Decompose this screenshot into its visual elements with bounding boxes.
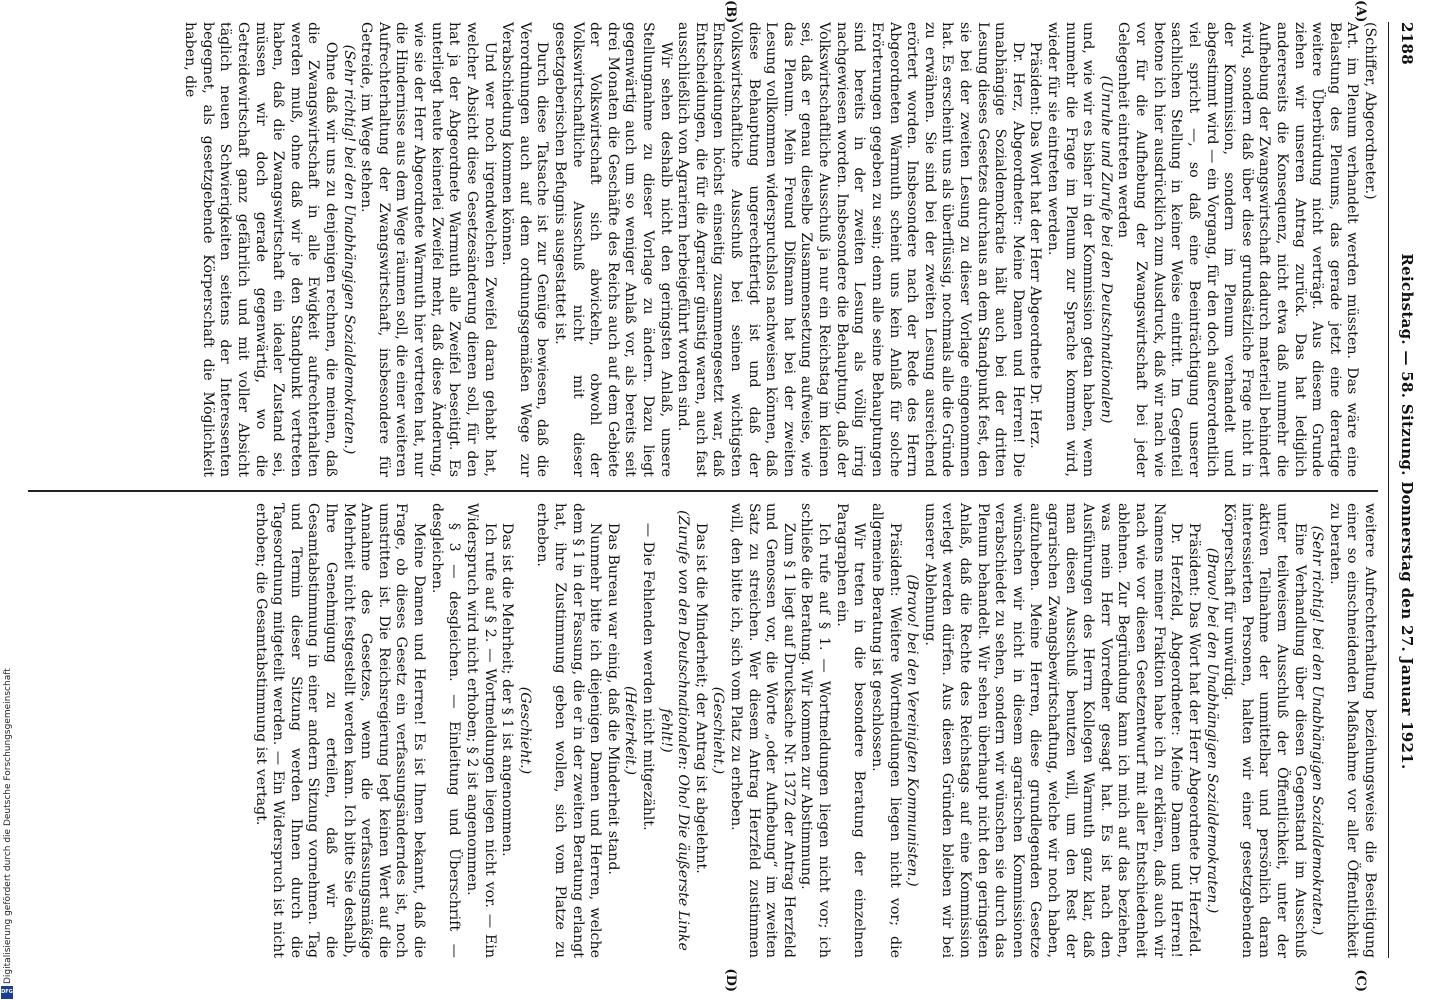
interjection: (Bravo! bei den Vereinigten Kommunisten.): [904, 574, 921, 887]
paragraph: Wir sehen deshalb nicht den geringsten Anlaß, unsere Stellungnahme zu dieser Vorlage zu ändern. Dazu liegt gegenwärtig auch um so weniger Anlaß vor, als bereits seit drei Monaten die Geschäfte des Reichs auch auf dem Gebiete der Volkswirtschaft sich abwickeln, obwohl der Volkswirtschaftliche Ausschuß nicht mit dieser gesetzgeberischen Befugnis ausgestattet ist.: [551, 22, 674, 477]
page-header: [1388, 22, 1416, 958]
president-statement: Präsident: Das Wort hat der Herr Abgeordnete Dr. Herz.: [1027, 41, 1044, 449]
president-statement: Präsident: Weitere Wortmeldungen liegen nicht vor; die allgemeine Beratung ist geschlossen.: [868, 503, 903, 958]
margin-marker-a: (A): [1353, 0, 1368, 23]
paragraph: weitere Aufrechterhaltung beziehungsweise die Beseitigung einer so einschneidenden Maßnahme vor aller Öffentlichkeit zu beraten.: [1326, 503, 1378, 958]
interjection: (Bravo! bei den Unabhängigen Sozialdemokraten.): [1203, 547, 1220, 914]
interjection: (Geschieht.): [516, 686, 533, 775]
paragraph: Ohne daß wir uns zu denjenigen rechnen, die meinen, daß die Zwangswirtschaft in alle Ewigkeit aufrechterhalten werden muß, ohne daß wir je den Standpunkt vertreten haben, daß die Zwangswirtschaft ein idealer Zustand sei, müssen wir doch gerade gegenwärtig, wo die Getreidewirtschaft ganz gefährlich und mit voller Absicht täglich neuen Schwierigkeiten seitens der Interessenten begegnet, als gesetzgebende Körperschaft die Möglichkeit haben, die: [182, 22, 340, 477]
paragraph: § 3 — desgleichen. — Einleitung und Überschrift — desgleichen.: [428, 503, 463, 958]
speaker-continuation: (Schiffer, Abgeordneter.): [1362, 22, 1378, 200]
paragraph: Ich rufe auf § 1. — Wortmeldungen liegen nicht vor; ich schließe die Beratung. Wir kommen zur Abstimmung.: [798, 503, 833, 958]
page-number: 2188: [1398, 22, 1416, 65]
paragraph: Dr. Herzfeld, Abgeordneter: Meine Damen und Herren! Namens meiner Fraktion habe ich zu erklären, daß auch wir nach wie vor diesen Gesetzentwurf mit aller Entschiedenheit ablehnen. Zur Begründung kann ich mich auf das beziehen, was mein Herr Vorredner gesagt hat. Es ist nach den Ausführungen des Herrn Kollegen Warmuth ganz klar, daß man diesen Ausschuß benutzen will, um den Rest der agrarischen Zwangsbewirtschaftung, welche wir noch haben, aufzuheben. Meine Herren, diese grundlegenden Gesetze wünschen wir nicht in diesem agrarischen Kommissionen verabschiedet zu sehen, sondern wir wünschen sie durch das Plenum behandelt. Wir sehen überhaupt nicht den geringsten Anlaß, daß die Rechte des Reichstags auf eine Kommission verlegt werden dürfen. Aus diesen Gründen bleiben wir bei unserer Ablehnung.: [921, 503, 1185, 958]
paragraph: Das ist die Mehrheit; der § 1 ist angenommen.: [499, 522, 516, 857]
left-column: [28, 0, 1378, 477]
paragraph: und, wie wir es bisher in der Kommission getan haben, wenn nunmehr die Frage im Plenum zur Sprache kommen wird, wieder für sie eintreten werden.: [1045, 22, 1097, 477]
column-divider: [28, 490, 1378, 492]
paragraph: Ich rufe auf § 2. — Wortmeldungen liegen nicht vor. — Ein Widerspruch wird nicht erhoben; § 2 ist angenommen.: [463, 503, 498, 958]
paragraph: Dr. Herz, Abgeordneter: Meine Damen und Herren! Die unabhängige Sozialdemokratie hält auch bei der dritten Lesung dieses Gesetzes durchaus an dem Standpunkt fest, den sie bei der zweiten Lesung zu dieser Vorlage eingenommen hat. Es erscheint uns als überflüssig, nochmals alle die Gründe zu erwähnen. Sie sind bei der zweiten Lesung ausreichend erörtert worden. Insbesondere nach der Rede des Herrn Abgeordneten Warmuth scheint uns kein Anlaß für solche Erörterungen gegeben zu sein; denn alle seine Behauptungen sind bereits in der zweiten Lesung als völlig irrig nachgewiesen worden. Insbesondere die Behauptung, daß der Volkswirtschaftliche Ausschuß ja nur ein Reichstag im kleinen sei, daß er genau dieselbe Zusammensetzung aufweise, wie das Plenum. Mein Freund Dißmann hat bei der zweiten Lesung vollkommen widerspruchslos nachweisen können, daß diese Behauptung ungerechtfertigt ist und daß der Volkswirtschaftliche Ausschuß bei seinen wichtigsten Entscheidungen höchst einseitig zusammengesetzt war, daß Entscheidungen, die für die Agrarier günstig waren, auch fast ausschließlich von Agrariern herbeigeführt worden sind.: [675, 22, 1026, 477]
president-statement: Präsident: Das Wort hat der Herr Abgeordnete Dr. Herzfeld.: [1185, 522, 1202, 958]
paragraph: — Die Fehlenden werden nicht mitgezählt.: [640, 522, 657, 831]
paragraph: Das ist die Minderheit; der Antrag ist abgelehnt.: [692, 522, 709, 874]
interjection: (Geschieht.): [710, 686, 727, 775]
interjection: (Zurufe von den Deutschnationalen: Oho! Die äußerste Linke fehlt!): [657, 510, 692, 951]
interjection: (Sehr richtig! bei den Unabhängigen Sozialdemokraten.): [340, 44, 357, 455]
paragraph: Das Bureau war einig, daß die Minderheit stand.: [604, 522, 621, 875]
paragraph: Wir treten in die besondere Beratung der einzelnen Paragraphen ein.: [833, 503, 868, 958]
paragraph: Zum § 1 liegt auf Drucksache Nr. 1372 der Antrag Herzfeld und Genossen vor, die Worte „oder Aufhebung“ im zweiten Satz zu streichen. Wer diesem Antrag Herzfeld zustimmen will, den bitte ich, sich vom Platz zu erheben.: [728, 503, 797, 958]
paragraph: Art. im Plenum verhandelt werden müssten. Das wäre eine Belastung des Plenums, das gerade jetzt eine derartige weitere Überbürdung nicht verträgt. Aus diesem Grunde ziehen wir unseren Antrag zurück. Das hat lediglich andererseits die Konsequenz, nicht etwa daß nunmehr die Aufhebung der Zwangswirtschaft dadurch materiell behindert wird, sondern daß über diese grundsätzliche Frage nicht in der Kommission, sondern im Plenum verhandelt und abgestimmt wird — ein Vorgang, für den doch außerordentlich viel spricht —, so daß eine Beeinträchtigung unserer sachlichen Stellung in keiner Weise eintritt. Im Gegenteil betone ich hier ausdrücklich zum Ausdruck, daß wir nach wie vor für die Aufhebung der Zwangswirtschaft bei jeder Gelegenheit eintreten werden: [1115, 22, 1361, 477]
digitization-credit: Digitalisierung gefördert durch die Deutsche Forschungsgemeinschaft: [3, 668, 13, 984]
page-header-title: Reichstag. — 58. Sitzung. Donnerstag den 27. Januar 1921.: [1398, 253, 1416, 770]
interjection: (Heiterkeit.): [622, 686, 639, 775]
margin-marker-c: (C): [1353, 969, 1368, 992]
digitization-credit-strip: [0, 0, 14, 1000]
paragraph: Nunmehr bitte ich diejenigen Damen und Herren, welche dem § 1 in der Fassung, die er in der zweiten Beratung erlangt hat, ihre Zustimmung geben wollen, sich vom Platze zu erheben.: [534, 503, 604, 958]
dfg-logo: DFG: [1, 986, 13, 999]
paragraph: Eine Verhandlung über diesen Gegenstand im Ausschuß unter teilweisem Ausschluß der Öffentlichkeit, unter der aktiven Teilnahme der unmittelbar und persönlich daran interessierten Personen, halten wir einer gesetzgebenden Körperschaft für unwürdig.: [1221, 503, 1308, 958]
paragraph: Meine Damen und Herren! Es ist Ihnen bekannt, daß die Frage, ob dieses Gesetz ein verfassungsänderndes ist, noch umstritten ist. Die Reichsregierung legt keinen Wert auf die Annahme des Gesetzes, wenn die verfassungsmäßige Mehrheit nicht festgestellt werden kann. Ich bitte Sie deshalb, Ihre Genehmigung zu erteilen, daß wir die Gesamtabstimmung in einer andern Sitzung vornehmen. Tag und Termin dieser Sitzung werden Ihnen durch die Tagesordnung mitgeteilt werden. — Ein Widerspruch ist nicht erhoben; die Gesamtabstimmung ist vertagt.: [252, 503, 428, 958]
margin-marker-d: (D): [723, 968, 738, 992]
margin-marker-b: (B): [723, 0, 738, 24]
right-column: [28, 503, 1378, 992]
interjection: (Unruhe und Zurufe bei den Deutschnationalen): [1097, 75, 1114, 424]
paragraph: Durch diese Tatsache ist zur Genüge bewiesen, daß die Verordnungen auch auf dem ordnungsgemäßen Wege zur Verabschiedung kommen können.: [499, 22, 551, 477]
interjection: (Sehr richtig! bei den Unabhängigen Sozialdemokraten.): [1309, 525, 1326, 936]
text-columns: [28, 0, 1378, 992]
scanned-page: [14, 2, 1424, 998]
paragraph: Und wer noch irgendwelchen Zweifel daran gehabt hat, welcher Absicht diese Gesetzesänderung dienen soll, für den hat ja der Abgeordnete Warmuth alle Zweifel beseitigt. Es unterliegt heute keinerlei Zweifel mehr, daß diese Änderung, wie sie der Herr Abgeordnete Warmuth hier vertreten hat, nur die Hindernisse aus dem Wege räumen soll, die einer weiteren Aufrechterhaltung der Zwangswirtschaft, insbesondere für Getreide, im Wege stehen.: [358, 22, 498, 477]
